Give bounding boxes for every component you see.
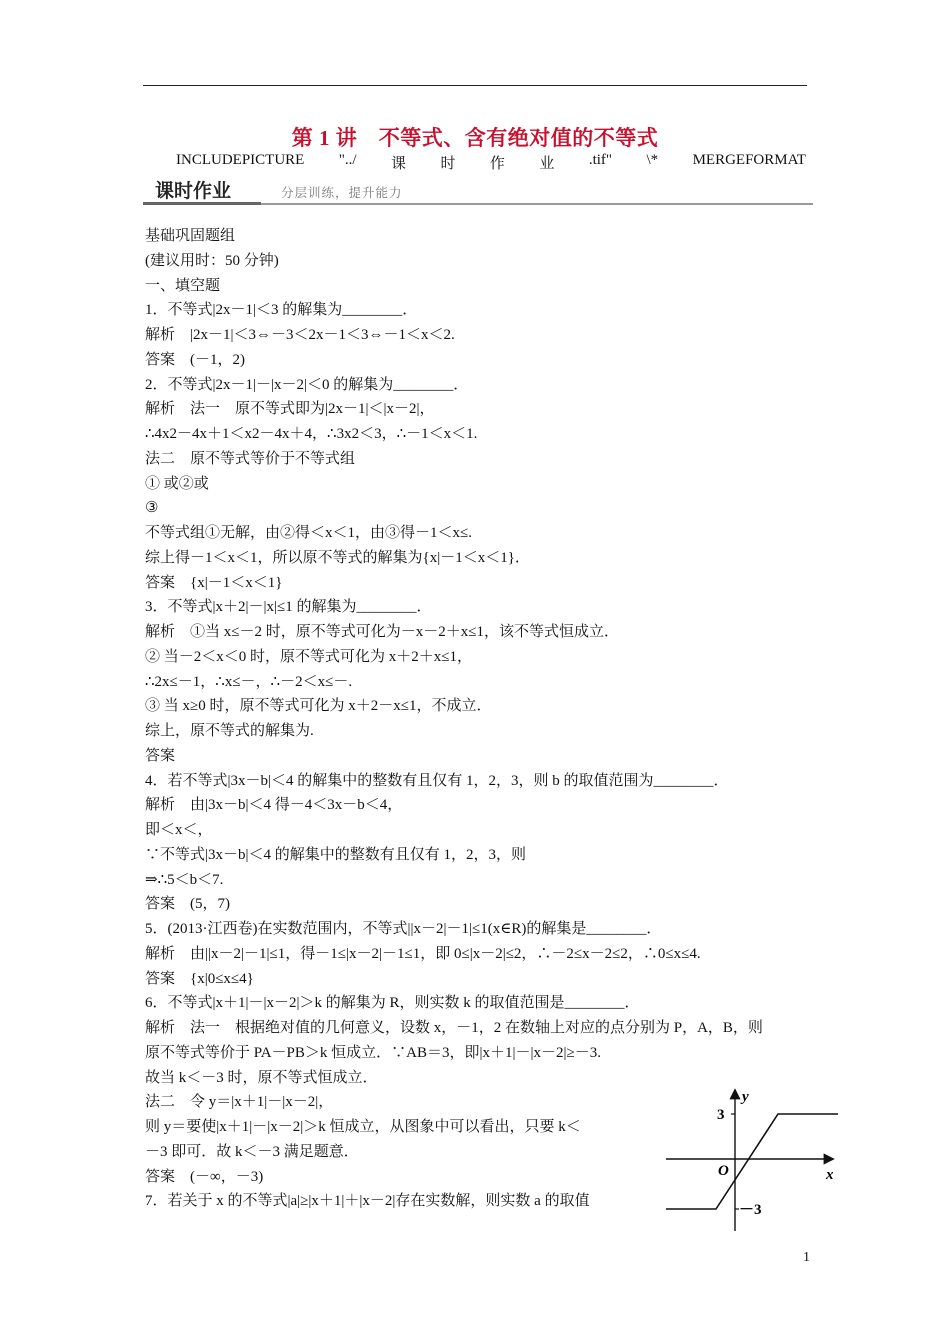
- tick-label-3: 3: [717, 1107, 725, 1123]
- include-field-token: 业: [539, 156, 555, 172]
- text-line: 4．若不等式|3x－b|＜4 的解集中的整数有且仅有 1，2，3，则 b 的取值范围为________．: [145, 772, 729, 789]
- include-field-token: "../: [338, 152, 357, 168]
- include-field-token: .tif": [588, 152, 613, 168]
- banner-subtitle: 分层训练，提升能力: [281, 185, 403, 200]
- text-line: 综上得－1＜x＜1，所以原不等式的解集为{x|－1＜x＜1}．: [145, 549, 530, 566]
- text-line: (建议用时：50 分钟): [145, 252, 279, 269]
- text-line: 综上，原不等式的解集为.: [145, 723, 314, 739]
- text-line: 解析 |2x－1|＜3⇔－3＜2x－1＜3⇔－1＜x＜2.: [145, 327, 455, 343]
- tick-label-neg3: －3: [739, 1202, 762, 1218]
- text-line: 法二 令 y＝|x＋1|－|x－2|，: [145, 1094, 334, 1111]
- banner-rule: [261, 203, 813, 205]
- text-line: 答案: [145, 747, 176, 764]
- text-line: 5．(2013·江西卷)在实数范围内，不等式||x－2|－1|≤1(x∈R)的解集是________．: [145, 921, 662, 937]
- x-axis-label: x: [826, 1167, 834, 1183]
- text-line: 答案 (－∞，－3): [145, 1168, 264, 1185]
- text-line: 则 y＝要使|x＋1|－|x－2|＞k 恒成立，从图象中可以看出，只要 k＜: [145, 1119, 581, 1135]
- text-line: 答案 {x|－1＜x＜1}: [145, 574, 283, 591]
- exercise-content: [145, 224, 815, 1214]
- text-line: 基础巩固题组: [145, 228, 236, 244]
- text-line: ② 当－2＜x＜0 时，原不等式可化为 x＋2＋x≤1，: [145, 648, 472, 665]
- text-line: 1．不等式|2x－1|＜3 的解集为________．: [145, 302, 418, 319]
- text-line: 解析 由|3x－b|＜4 得－4＜3x－b＜4，: [145, 797, 403, 814]
- include-field-token: MERGEFORMAT: [692, 152, 806, 168]
- text-line: ⇒∴5＜b＜7.: [145, 871, 224, 888]
- include-field-token: 作: [489, 156, 505, 172]
- include-field-token: \*: [646, 152, 659, 168]
- header-rule: [143, 85, 807, 86]
- text-line: 答案 (－1，2): [145, 351, 245, 368]
- text-line: ③: [145, 500, 159, 517]
- text-line: 答案 {x|0≤x≤4}: [145, 970, 254, 987]
- text-line: 答案 (5，7): [145, 896, 230, 913]
- text-line: 故当 k＜－3 时，原不等式恒成立．: [145, 1069, 378, 1086]
- page-number: 1: [803, 1250, 810, 1265]
- text-line: 原不等式等价于 PA－PB＞k 恒成立．∵AB＝3，即|x＋1|－|x－2|≥－3.: [145, 1044, 601, 1061]
- page-title: 第 1 讲 不等式、含有绝对值的不等式: [291, 126, 659, 150]
- text-line: 解析 法一 根据绝对值的几何意义，设数 x，－1，2 在数轴上对应的点分别为 P，A，B，则: [145, 1020, 763, 1036]
- y-axis-label: y: [742, 1089, 749, 1105]
- text-line: ∴4x2－4x＋1＜x2－4x＋4，∴3x2＜3，∴－1＜x＜1.: [145, 426, 478, 442]
- text-line: 即＜x＜，: [145, 822, 213, 838]
- text-line: 不等式组①无解，由②得＜x＜1，由③得－1＜x≤.: [145, 525, 472, 541]
- text-line: ① 或②或: [145, 475, 209, 492]
- text-line: ∵不等式|3x－b|＜4 的解集中的整数有且仅有 1，2，3，则: [145, 846, 527, 863]
- include-field-token: 课: [391, 156, 407, 172]
- text-line: 法二 原不等式等价于不等式组: [145, 450, 356, 467]
- include-field-token: INCLUDEPICTURE: [176, 152, 305, 168]
- text-line: 解析 法一 原不等式即为|2x－1|＜|x－2|，: [145, 401, 435, 418]
- text-line: ∴2x≤－1，∴x≤－，∴－2＜x≤－.: [145, 673, 353, 690]
- text-line: 2．不等式|2x－1|－|x－2|＜0 的解集为________．: [145, 376, 469, 393]
- banner-label: 课时作业: [143, 177, 261, 205]
- include-picture-field: [176, 152, 806, 173]
- text-line: 7．若关于 x 的不等式|a|≥|x＋1|＋|x－2|存在实数解，则实数 a 的取值: [145, 1193, 590, 1210]
- text-line: 6．不等式|x＋1|－|x－2|＞k 的解集为 R，则实数 k 的取值范围是________．: [145, 995, 640, 1012]
- text-line: ③ 当 x≥0 时，原不等式可化为 x＋2－x≤1，不成立．: [145, 698, 492, 715]
- section-banner: [143, 177, 813, 207]
- text-line: 一、填空题: [145, 277, 221, 294]
- origin-label: O: [718, 1163, 729, 1179]
- text-line: 解析 由||x－2|－1|≤1，得－1≤|x－2|－1≤1，即 0≤|x－2|≤2，∴－2≤x－2≤2，∴0≤x≤4.: [145, 945, 701, 962]
- function-graph: [662, 1085, 842, 1235]
- text-line: 解析 ①当 x≤－2 时，原不等式可化为－x－2＋x≤1，该不等式恒成立．: [145, 624, 619, 640]
- include-field-token: 时: [440, 156, 456, 172]
- text-line: 3．不等式|x＋2|－|x|≤1 的解集为________．: [145, 599, 432, 616]
- text-line: －3 即可．故 k＜－3 满足题意．: [145, 1143, 359, 1160]
- graph-line: [666, 1114, 838, 1209]
